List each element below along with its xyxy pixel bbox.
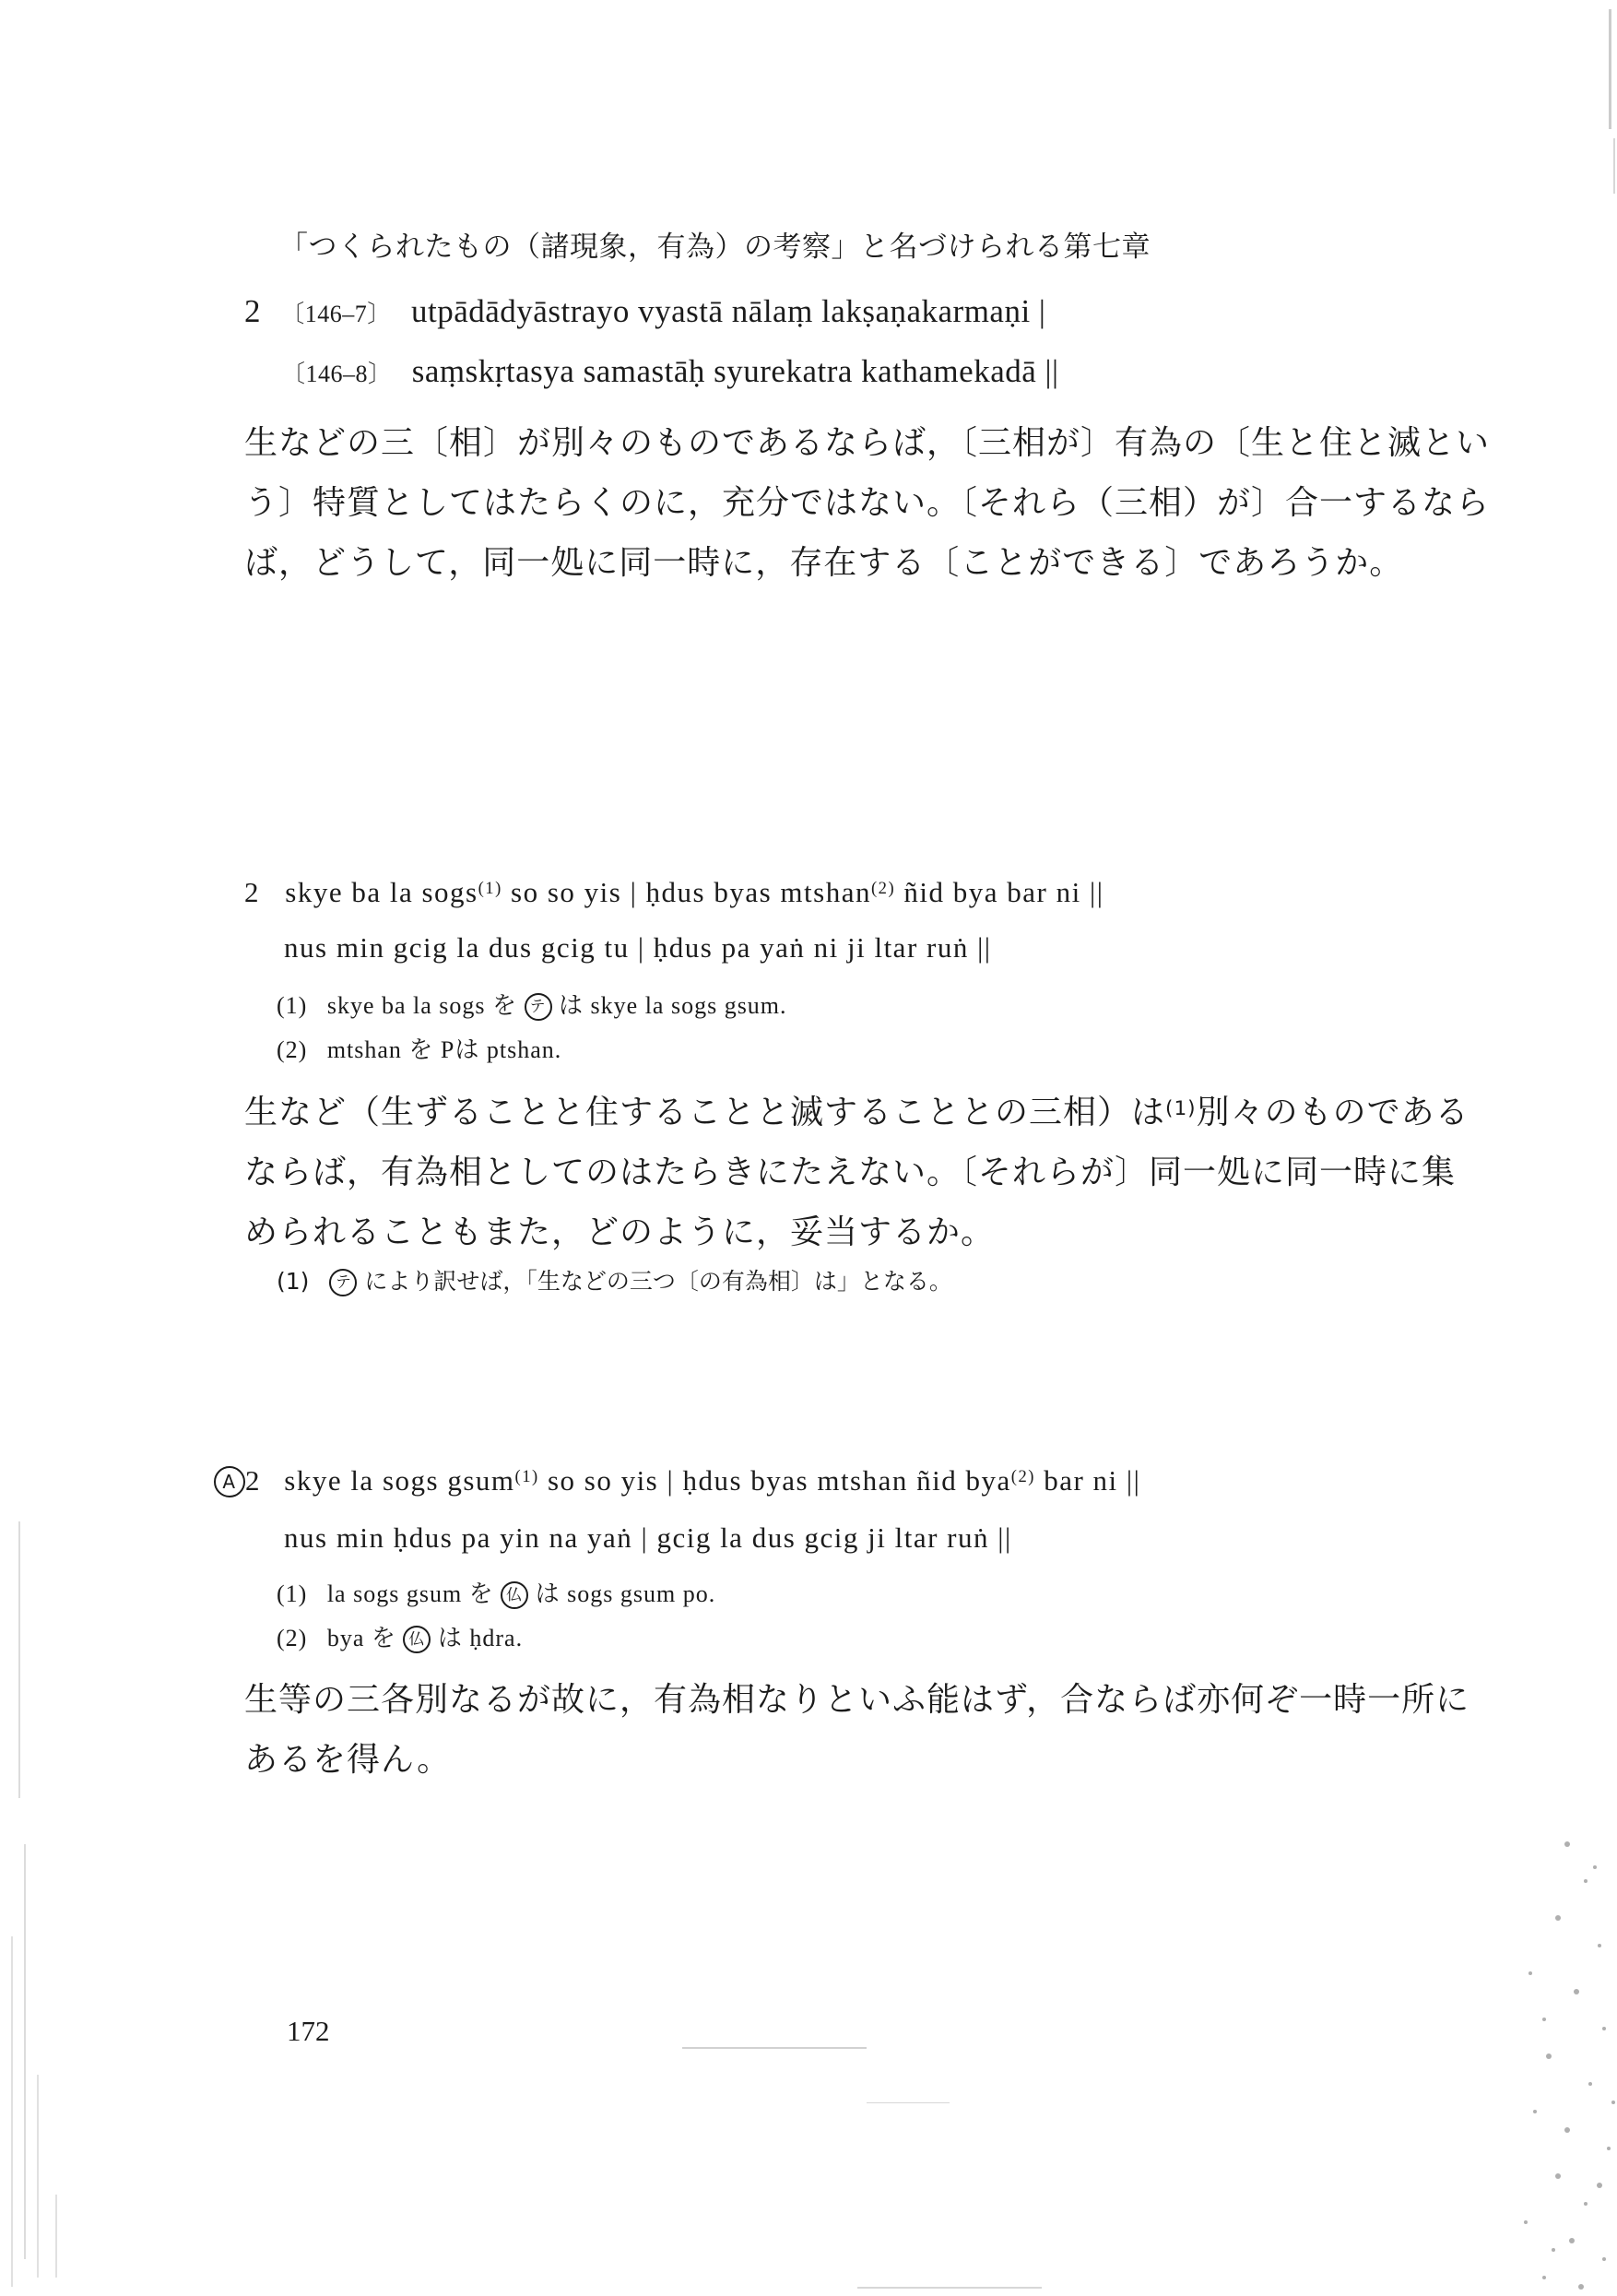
tibetan-text: ñid bya bar ni || [895,876,1104,908]
sanskrit-translation-line: う〕特質としてはたらくのに，充分ではない。〔それら（三相）が〕合一するなら [244,484,1491,522]
footnote-number: (2) [277,1036,308,1063]
footnote-text: bya を [326,1625,396,1651]
translation-text: 別々のものである [1196,1094,1469,1131]
tibetan-text: skye ba la sogs [285,876,478,908]
sanskrit-text: saṃskṛtasya samastāḥ syurekatra kathamekadā || [411,353,1059,389]
footnote-marker: (1) [1165,1097,1197,1120]
footnote-text: skye ba la sogs を [326,992,518,1019]
footnote-marker: (1) [514,1467,539,1486]
sanskrit-translation-line: ば，どうして，同一処に同一時に，存在する〔ことができる〕であろうか。 [244,544,1404,582]
edition-sigla-circle: テ [525,993,552,1021]
translation-text: 生など（生ずることと住することと滅することとの三相）は [244,1094,1166,1131]
footnote-text: la sogs gsum を [326,1580,494,1607]
tibetan-text: bar ni || [1034,1464,1141,1497]
footnote-number: (2) [277,1625,308,1651]
sanskrit-text: utpādādyāstrayo vyastā nālaṃ lakṣaṇakarmaṇi | [411,293,1046,329]
tibetan-text: so so yis | ḥdus byas mtshan [502,876,871,908]
tibetan-translation-line: ならば，有為相としてのはたらきにたえない。〔それらが〕同一処に同一時に集 [244,1154,1457,1191]
tibetan-verse-line-2: nus min gcig la dus gcig tu | ḥdus pa yaṅ ni ji ltar ruṅ || [284,931,992,964]
tibetan-text: skye la sogs gsum [284,1464,515,1497]
verse-number: 2 [244,293,261,329]
edition-sigla-circle: テ [329,1269,357,1296]
verse-reference: 〔146–8〕 [281,361,393,387]
footnote-marker: (2) [1010,1467,1035,1486]
footnote-text: mtshan を Pは ptshan. [326,1036,562,1063]
chinese-translation-line: あるを得ん。 [244,1741,452,1779]
verse-number: 2 [244,876,260,908]
footnote-number: (1) [277,1268,310,1295]
footnote-text: は sogs gsum po. [535,1580,716,1607]
verse-number: 2 [245,1464,261,1497]
verse-reference: 〔146–7〕 [280,301,392,327]
sanskrit-translation-line: 生などの三〔相〕が別々のものであるならば，〔三相が〕有為の〔生と住と滅とい [244,424,1491,462]
footnote-marker: (1) [478,879,502,898]
edition-sigla-circle: 仏 [501,1581,528,1609]
footnote-number: (1) [277,992,308,1019]
tibetan-text: so so yis | ḥdus byas mtshan ñid bya [538,1464,1011,1497]
chapter-heading: 「つくられたもの（諸現象，有為）の考察」と名づけられる第七章 [279,231,1151,264]
chinese-version-sigla: A [214,1466,245,1497]
footnote-text: は ḥdra. [437,1625,524,1651]
page-number: 172 [287,2015,330,2047]
footnote-text: は skye la sogs gsum. [559,992,787,1019]
edition-sigla-circle: 仏 [403,1626,431,1653]
footnote-marker: (2) [870,879,896,898]
tibetan-translation-line: められることもまた，どのように，妥当するか。 [244,1213,996,1251]
footnote-number: (1) [277,1580,308,1607]
chinese-version-verse-line-2: nus min ḥdus pa yin na yaṅ | gcig la dus gcig ji ltar ruṅ || [284,1521,1012,1554]
chinese-translation-line: 生等の三各別なるが故に，有為相なりといふ能はず，合ならば亦何ぞ一時一所に [244,1681,1470,1719]
footnote-text: により訳せば，「生などの三つ〔の有為相〕は」となる。 [364,1268,952,1295]
